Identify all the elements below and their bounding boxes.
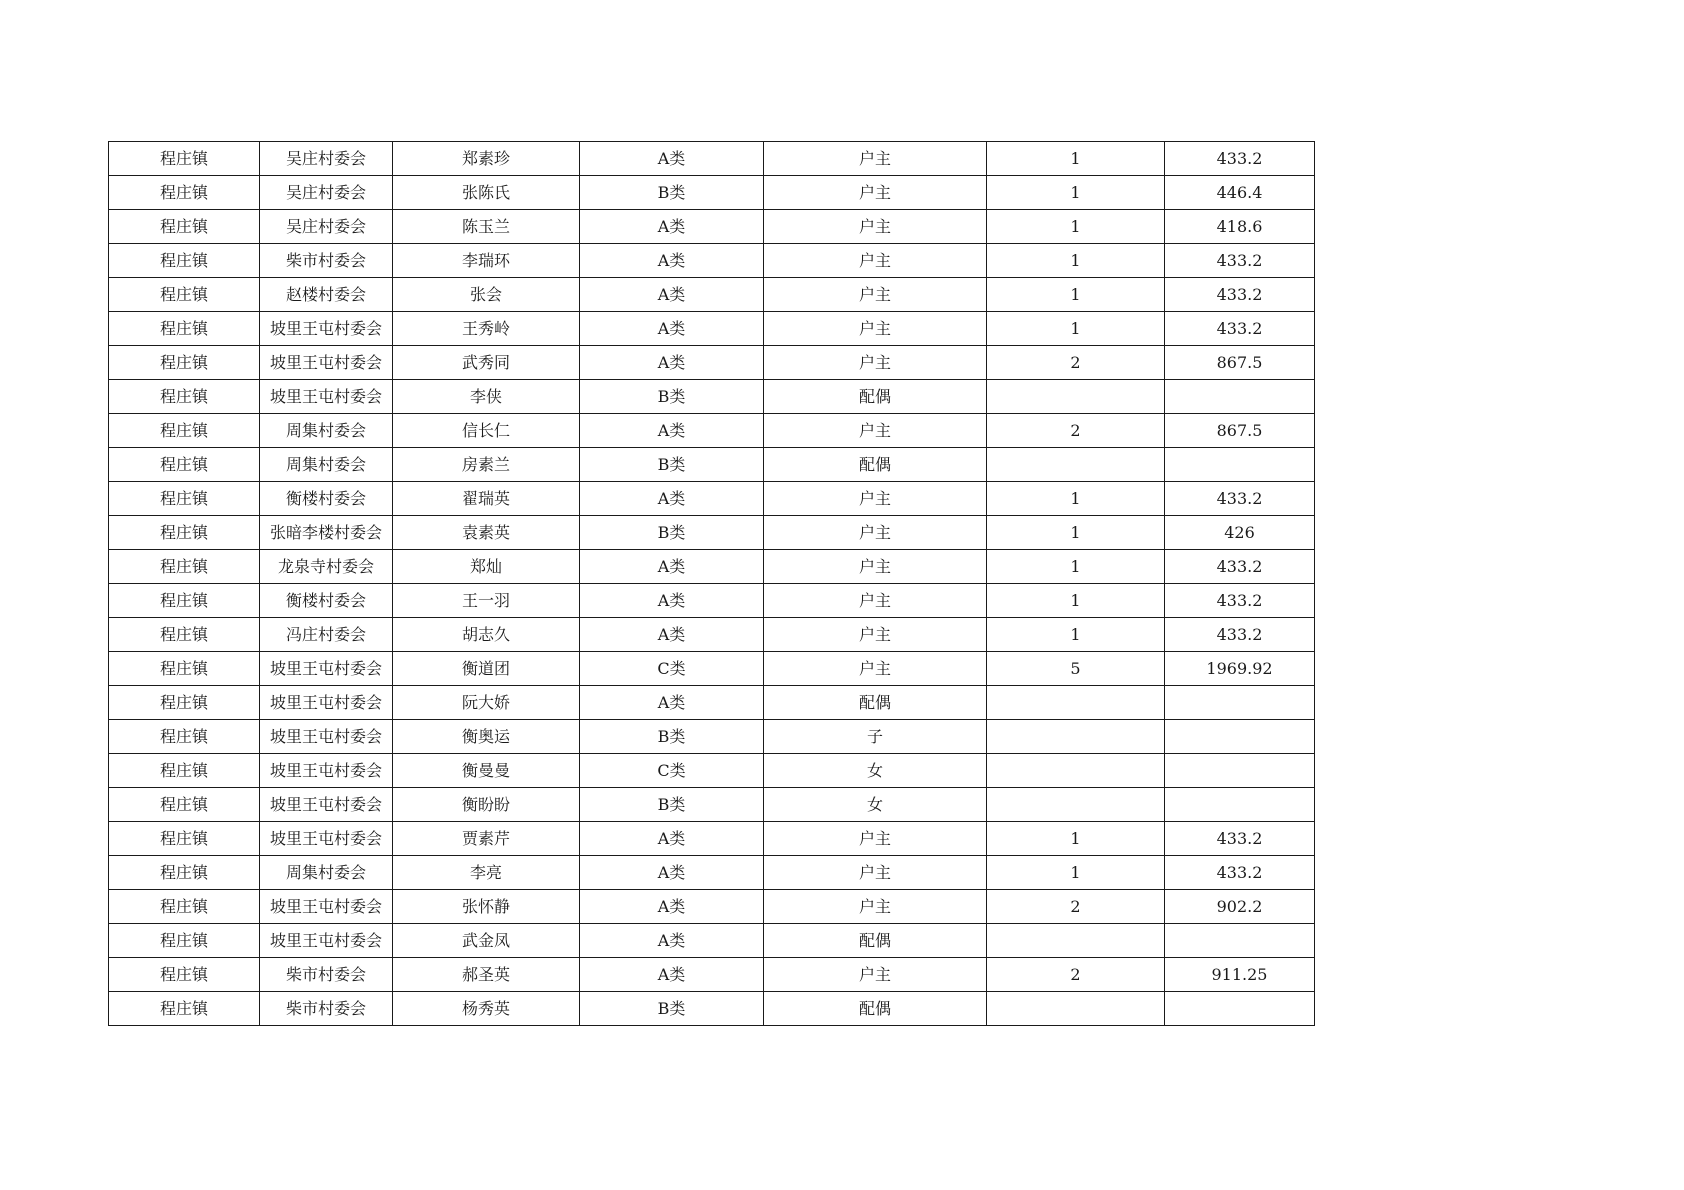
town-cell: 程庄镇 — [109, 516, 260, 550]
relation-cell: 女 — [764, 788, 987, 822]
amount-cell — [1165, 992, 1315, 1026]
household-size-cell: 1 — [987, 550, 1165, 584]
village-cell: 周集村委会 — [260, 856, 393, 890]
category-cell: B类 — [580, 992, 764, 1026]
roster-table-body — [109, 142, 1315, 1026]
table-row — [109, 414, 1315, 448]
amount-cell — [1165, 380, 1315, 414]
household-size-cell: 2 — [987, 414, 1165, 448]
name-cell: 张怀静 — [393, 890, 580, 924]
household-size-cell: 1 — [987, 142, 1165, 176]
town-cell: 程庄镇 — [109, 924, 260, 958]
category-cell: C类 — [580, 754, 764, 788]
table-row — [109, 924, 1315, 958]
name-cell: 房素兰 — [393, 448, 580, 482]
household-size-cell — [987, 380, 1165, 414]
household-size-cell: 1 — [987, 176, 1165, 210]
table-row — [109, 550, 1315, 584]
village-cell: 吴庄村委会 — [260, 142, 393, 176]
town-cell: 程庄镇 — [109, 584, 260, 618]
amount-cell — [1165, 754, 1315, 788]
household-size-cell: 1 — [987, 278, 1165, 312]
category-cell: A类 — [580, 244, 764, 278]
name-cell: 衡盼盼 — [393, 788, 580, 822]
amount-cell: 433.2 — [1165, 618, 1315, 652]
town-cell: 程庄镇 — [109, 312, 260, 346]
household-size-cell: 1 — [987, 482, 1165, 516]
relation-cell: 配偶 — [764, 686, 987, 720]
village-cell: 柴市村委会 — [260, 958, 393, 992]
category-cell: A类 — [580, 958, 764, 992]
name-cell: 袁素英 — [393, 516, 580, 550]
village-cell: 衡楼村委会 — [260, 482, 393, 516]
name-cell: 郝圣英 — [393, 958, 580, 992]
relation-cell: 户主 — [764, 346, 987, 380]
household-size-cell: 1 — [987, 856, 1165, 890]
village-cell: 坡里王屯村委会 — [260, 788, 393, 822]
name-cell: 郑灿 — [393, 550, 580, 584]
relation-cell: 户主 — [764, 550, 987, 584]
amount-cell: 867.5 — [1165, 346, 1315, 380]
village-cell: 坡里王屯村委会 — [260, 822, 393, 856]
relation-cell: 户主 — [764, 618, 987, 652]
name-cell: 王秀岭 — [393, 312, 580, 346]
relation-cell: 户主 — [764, 244, 987, 278]
household-size-cell: 2 — [987, 890, 1165, 924]
town-cell: 程庄镇 — [109, 652, 260, 686]
town-cell: 程庄镇 — [109, 686, 260, 720]
relation-cell: 户主 — [764, 958, 987, 992]
category-cell: A类 — [580, 890, 764, 924]
household-size-cell: 5 — [987, 652, 1165, 686]
relation-cell: 户主 — [764, 142, 987, 176]
town-cell: 程庄镇 — [109, 788, 260, 822]
village-cell: 周集村委会 — [260, 414, 393, 448]
household-size-cell — [987, 754, 1165, 788]
table-row — [109, 142, 1315, 176]
town-cell: 程庄镇 — [109, 210, 260, 244]
amount-cell: 902.2 — [1165, 890, 1315, 924]
town-cell: 程庄镇 — [109, 754, 260, 788]
table-row — [109, 516, 1315, 550]
name-cell: 李亮 — [393, 856, 580, 890]
village-cell: 赵楼村委会 — [260, 278, 393, 312]
category-cell: A类 — [580, 346, 764, 380]
table-row — [109, 584, 1315, 618]
amount-cell — [1165, 448, 1315, 482]
table-row — [109, 176, 1315, 210]
name-cell: 贾素芹 — [393, 822, 580, 856]
table-row — [109, 856, 1315, 890]
category-cell: A类 — [580, 618, 764, 652]
village-cell: 坡里王屯村委会 — [260, 380, 393, 414]
amount-cell: 433.2 — [1165, 312, 1315, 346]
village-cell: 吴庄村委会 — [260, 210, 393, 244]
table-row — [109, 652, 1315, 686]
category-cell: A类 — [580, 414, 764, 448]
town-cell: 程庄镇 — [109, 958, 260, 992]
table-row — [109, 686, 1315, 720]
town-cell: 程庄镇 — [109, 142, 260, 176]
category-cell: A类 — [580, 686, 764, 720]
table-row — [109, 448, 1315, 482]
amount-cell: 418.6 — [1165, 210, 1315, 244]
village-cell: 坡里王屯村委会 — [260, 890, 393, 924]
category-cell: B类 — [580, 448, 764, 482]
village-cell: 柴市村委会 — [260, 244, 393, 278]
amount-cell: 433.2 — [1165, 482, 1315, 516]
village-cell: 坡里王屯村委会 — [260, 346, 393, 380]
household-size-cell: 2 — [987, 346, 1165, 380]
town-cell: 程庄镇 — [109, 618, 260, 652]
table-row — [109, 618, 1315, 652]
amount-cell: 446.4 — [1165, 176, 1315, 210]
relation-cell: 配偶 — [764, 380, 987, 414]
amount-cell: 433.2 — [1165, 550, 1315, 584]
household-size-cell — [987, 924, 1165, 958]
relation-cell: 户主 — [764, 652, 987, 686]
household-size-cell — [987, 686, 1165, 720]
town-cell: 程庄镇 — [109, 448, 260, 482]
name-cell: 武金凤 — [393, 924, 580, 958]
relation-cell: 户主 — [764, 210, 987, 244]
amount-cell: 433.2 — [1165, 584, 1315, 618]
amount-cell: 1969.92 — [1165, 652, 1315, 686]
town-cell: 程庄镇 — [109, 244, 260, 278]
town-cell: 程庄镇 — [109, 890, 260, 924]
village-cell: 龙泉寺村委会 — [260, 550, 393, 584]
amount-cell: 433.2 — [1165, 822, 1315, 856]
relation-cell: 户主 — [764, 584, 987, 618]
table-row — [109, 958, 1315, 992]
relation-cell: 户主 — [764, 312, 987, 346]
amount-cell: 911.25 — [1165, 958, 1315, 992]
table-row — [109, 720, 1315, 754]
town-cell: 程庄镇 — [109, 176, 260, 210]
village-cell: 周集村委会 — [260, 448, 393, 482]
category-cell: A类 — [580, 312, 764, 346]
town-cell: 程庄镇 — [109, 380, 260, 414]
relation-cell: 户主 — [764, 822, 987, 856]
table-row — [109, 312, 1315, 346]
relation-cell: 户主 — [764, 890, 987, 924]
village-cell: 坡里王屯村委会 — [260, 754, 393, 788]
amount-cell — [1165, 924, 1315, 958]
roster-table — [108, 141, 1315, 1026]
table-row — [109, 482, 1315, 516]
table-row — [109, 992, 1315, 1026]
category-cell: A类 — [580, 482, 764, 516]
village-cell: 冯庄村委会 — [260, 618, 393, 652]
category-cell: C类 — [580, 652, 764, 686]
town-cell: 程庄镇 — [109, 482, 260, 516]
table-row — [109, 244, 1315, 278]
name-cell: 陈玉兰 — [393, 210, 580, 244]
household-size-cell — [987, 992, 1165, 1026]
village-cell: 坡里王屯村委会 — [260, 686, 393, 720]
category-cell: B类 — [580, 788, 764, 822]
village-cell: 坡里王屯村委会 — [260, 652, 393, 686]
village-cell: 吴庄村委会 — [260, 176, 393, 210]
name-cell: 郑素珍 — [393, 142, 580, 176]
name-cell: 武秀同 — [393, 346, 580, 380]
table-row — [109, 788, 1315, 822]
name-cell: 李侠 — [393, 380, 580, 414]
category-cell: B类 — [580, 516, 764, 550]
relation-cell: 配偶 — [764, 992, 987, 1026]
category-cell: B类 — [580, 720, 764, 754]
town-cell: 程庄镇 — [109, 992, 260, 1026]
household-size-cell: 1 — [987, 516, 1165, 550]
amount-cell: 433.2 — [1165, 278, 1315, 312]
table-row — [109, 822, 1315, 856]
name-cell: 衡奥运 — [393, 720, 580, 754]
village-cell: 坡里王屯村委会 — [260, 924, 393, 958]
town-cell: 程庄镇 — [109, 346, 260, 380]
town-cell: 程庄镇 — [109, 720, 260, 754]
village-cell: 坡里王屯村委会 — [260, 720, 393, 754]
name-cell: 李瑞环 — [393, 244, 580, 278]
category-cell: B类 — [580, 176, 764, 210]
name-cell: 翟瑞英 — [393, 482, 580, 516]
relation-cell: 配偶 — [764, 924, 987, 958]
category-cell: A类 — [580, 584, 764, 618]
name-cell: 王一羽 — [393, 584, 580, 618]
town-cell: 程庄镇 — [109, 822, 260, 856]
category-cell: A类 — [580, 822, 764, 856]
table-row — [109, 754, 1315, 788]
amount-cell — [1165, 686, 1315, 720]
category-cell: A类 — [580, 924, 764, 958]
name-cell: 衡道团 — [393, 652, 580, 686]
household-size-cell: 2 — [987, 958, 1165, 992]
household-size-cell: 1 — [987, 244, 1165, 278]
category-cell: A类 — [580, 856, 764, 890]
household-size-cell — [987, 720, 1165, 754]
town-cell: 程庄镇 — [109, 278, 260, 312]
village-cell: 张暗李楼村委会 — [260, 516, 393, 550]
relation-cell: 子 — [764, 720, 987, 754]
village-cell: 坡里王屯村委会 — [260, 312, 393, 346]
category-cell: A类 — [580, 278, 764, 312]
village-cell: 衡楼村委会 — [260, 584, 393, 618]
amount-cell: 867.5 — [1165, 414, 1315, 448]
table-row — [109, 890, 1315, 924]
household-size-cell: 1 — [987, 584, 1165, 618]
relation-cell: 户主 — [764, 278, 987, 312]
household-size-cell: 1 — [987, 210, 1165, 244]
name-cell: 信长仁 — [393, 414, 580, 448]
name-cell: 胡志久 — [393, 618, 580, 652]
town-cell: 程庄镇 — [109, 550, 260, 584]
amount-cell: 433.2 — [1165, 142, 1315, 176]
village-cell: 柴市村委会 — [260, 992, 393, 1026]
table-row — [109, 380, 1315, 414]
household-size-cell — [987, 448, 1165, 482]
household-size-cell: 1 — [987, 822, 1165, 856]
category-cell: A类 — [580, 142, 764, 176]
name-cell: 阮大娇 — [393, 686, 580, 720]
relation-cell: 女 — [764, 754, 987, 788]
relation-cell: 户主 — [764, 482, 987, 516]
relation-cell: 户主 — [764, 176, 987, 210]
table-row — [109, 210, 1315, 244]
category-cell: A类 — [580, 550, 764, 584]
name-cell: 杨秀英 — [393, 992, 580, 1026]
relation-cell: 户主 — [764, 856, 987, 890]
amount-cell: 433.2 — [1165, 244, 1315, 278]
household-size-cell: 1 — [987, 312, 1165, 346]
name-cell: 张会 — [393, 278, 580, 312]
town-cell: 程庄镇 — [109, 414, 260, 448]
table-row — [109, 278, 1315, 312]
table-row — [109, 346, 1315, 380]
name-cell: 张陈氏 — [393, 176, 580, 210]
town-cell: 程庄镇 — [109, 856, 260, 890]
household-size-cell — [987, 788, 1165, 822]
amount-cell: 426 — [1165, 516, 1315, 550]
relation-cell: 配偶 — [764, 448, 987, 482]
category-cell: A类 — [580, 210, 764, 244]
amount-cell: 433.2 — [1165, 856, 1315, 890]
household-size-cell: 1 — [987, 618, 1165, 652]
amount-cell — [1165, 720, 1315, 754]
name-cell: 衡曼曼 — [393, 754, 580, 788]
relation-cell: 户主 — [764, 516, 987, 550]
relation-cell: 户主 — [764, 414, 987, 448]
amount-cell — [1165, 788, 1315, 822]
category-cell: B类 — [580, 380, 764, 414]
